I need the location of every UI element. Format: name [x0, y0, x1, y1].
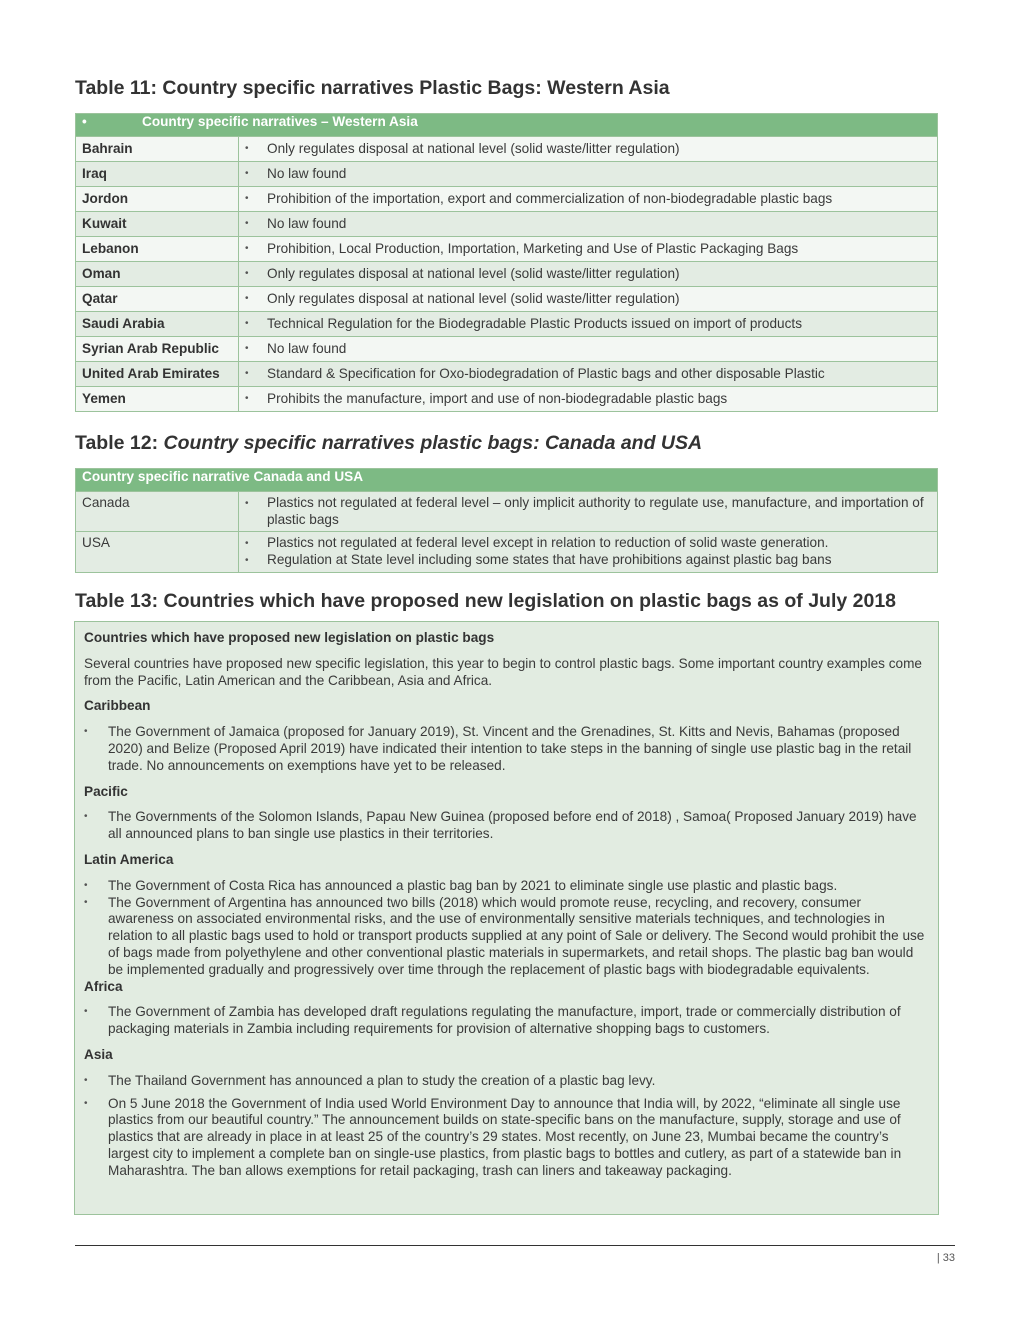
narrative-cell — [239, 362, 938, 387]
table-row — [76, 262, 938, 287]
bullet-icon: • — [84, 811, 88, 823]
bullet-icon: • — [84, 879, 88, 891]
caribbean-list — [84, 724, 930, 774]
list-item: • The Governments of the Solomon Islands, Papau New Guinea (proposed before end of 2018) , Samoa( Proposed January 2019) have all announced plans to ban single use plastics in their territories. — [84, 809, 917, 842]
country-cell: Iraq — [76, 162, 239, 187]
table11 — [75, 113, 938, 412]
narrative-text: Only regulates disposal at national level (solid waste/litter regulation) — [267, 291, 680, 306]
list-item: • The Thailand Government has announced a plan to study the creation of a plastic bag levy. — [84, 1072, 656, 1088]
table12-header: Country specific narrative Canada and USA — [76, 469, 938, 492]
country-cell: Saudi Arabia — [76, 312, 239, 337]
bullet-icon: • — [245, 318, 249, 329]
narrative-text: Plastics not regulated at federal level – only implicit authority to regulate use, manufacture, and importation of plastic bags — [267, 495, 924, 527]
country-cell: Canada — [76, 492, 239, 532]
table11-header-row — [76, 114, 938, 137]
table13-box-title: Countries which have proposed new legislation on plastic bags — [84, 630, 495, 645]
narrative-cell — [239, 262, 938, 287]
narrative-cell — [239, 212, 938, 237]
table11-header-label: Country specific narratives – Western Asia — [142, 114, 418, 129]
country-cell: Qatar — [76, 287, 239, 312]
country-cell: Oman — [76, 262, 239, 287]
narrative-cell — [239, 312, 938, 337]
caribbean-heading: Caribbean — [84, 698, 151, 714]
bullet-icon: • — [245, 243, 249, 254]
table13-box — [74, 621, 939, 1215]
bullet-icon: • — [245, 218, 249, 229]
bullet-icon: • — [84, 1006, 88, 1018]
narrative-text: Prohibition, Local Production, Importation, Marketing and Use of Plastic Packaging Bags — [267, 241, 799, 256]
table-row — [76, 362, 938, 387]
bullet-icon: • — [84, 896, 88, 908]
bullet-icon: • — [245, 498, 249, 509]
country-cell: Yemen — [76, 387, 239, 412]
bullet-icon: • — [245, 193, 249, 204]
bullet-icon: • — [245, 368, 249, 379]
narrative-text: Standard & Specification for Oxo-biodegradation of Plastic bags and other disposable Plastic — [267, 366, 825, 381]
narrative-cell — [239, 162, 938, 187]
table-row — [76, 287, 938, 312]
table-row — [76, 337, 938, 362]
table-row — [76, 212, 938, 237]
table-row — [76, 532, 938, 573]
list-item: • The Government of Costa Rica has announced a plastic bag ban by 2021 to eliminate single use plastic and plastic bags. — [84, 877, 838, 893]
table12-title — [75, 432, 702, 455]
list-item: • The Government of Jamaica (proposed for January 2019), St. Vincent and the Grenadines, St. Kitts and Nevis, Bahamas (proposed 2020) and Belize (Proposed April 2019) have indicated their intention to take steps in the banning of single use plastic bag in the retail trade. No announcements on exemptions have yet to be released. — [84, 724, 912, 773]
pacific-heading: Pacific — [84, 783, 128, 799]
table13-title: Table 13: Countries which have proposed new legislation on plastic bags as of July 2018 — [75, 590, 897, 612]
africa-heading: Africa — [84, 978, 123, 994]
bullet-icon: • — [84, 726, 88, 738]
pacific-list — [84, 809, 930, 843]
africa-list — [84, 1004, 930, 1038]
list-item: • On 5 June 2018 the Government of India used World Environment Day to announce that India will, by 2022, “eliminate all single use plastics from our beautiful country.” The announcement builds on state-specific bans on the manufacture, supply, storage and use of plastics that are already in place in at least 25 of the country’s 29 states. Most recently, on June 23, Mumbai became the country’s largest city to implement a complete ban on single-use plastics, from plastic bags to bottles and cutlery, as part of a statewide ban in Maharashtra. The ban allows exemptions for retail packaging, trash can liners and takeaway packaging. — [84, 1095, 902, 1178]
narrative-cell — [239, 492, 938, 532]
country-cell: Lebanon — [76, 237, 239, 262]
table-row — [76, 237, 938, 262]
narrative-cell — [239, 532, 938, 573]
narrative-cell — [239, 337, 938, 362]
narrative-text: Only regulates disposal at national level (solid waste/litter regulation) — [267, 141, 680, 156]
bullet-icon: • — [245, 538, 249, 549]
bullet-icon: • — [245, 143, 249, 154]
narrative-cell — [239, 287, 938, 312]
narrative-text: Plastics not regulated at federal level except in relation to reduction of solid waste generation. — [267, 535, 829, 550]
table-row — [76, 387, 938, 412]
bullet-icon: • — [245, 393, 249, 404]
table12 — [75, 468, 938, 573]
country-cell: Bahrain — [76, 137, 239, 162]
table12-title-prefix: Table 12: — [75, 432, 164, 454]
narrative-text: No law found — [267, 166, 347, 181]
country-cell: USA — [76, 532, 239, 573]
table-row — [76, 312, 938, 337]
country-cell: Jordon — [76, 187, 239, 212]
list-item: • The Government of Argentina has announced two bills (2018) which would promote reuse, recycling, and recovery, consumer awareness on associated environmental risks, and the use of environmentally sensitive materials techniques, and technologies in relation to all plastic bags used to hold or transport products supplied at any point of Sale or delivery. The Second would prohibit the use of bags made from polyethylene and other conventional plastic materials in supermarkets, and retail shops. The plastic bag ban would be implemented gradually and progressively over time through the replacement of plastic bags with biodegradable equivalents. — [84, 894, 925, 977]
table13-intro: Several countries have proposed new specific legislation, this year to begin to control plastic bags. Some important country examples come from the Pacific, Latin American and the Caribbean, Asia and Africa. — [84, 655, 922, 688]
bullet-icon: • — [84, 1074, 88, 1086]
country-cell: Kuwait — [76, 212, 239, 237]
footer-rule — [75, 1245, 955, 1246]
table-row — [76, 187, 938, 212]
table11-header — [76, 114, 938, 137]
table-row — [76, 162, 938, 187]
narrative-text: Regulation at State level including some states that have prohibitions against plastic bag bans — [267, 552, 832, 567]
latin-america-heading: Latin America — [84, 851, 174, 867]
narrative-cell — [239, 237, 938, 262]
narrative-cell — [239, 137, 938, 162]
table-row — [76, 137, 938, 162]
narrative-text: No law found — [267, 216, 347, 231]
bullet-icon: • — [245, 268, 249, 279]
narrative-cell — [239, 387, 938, 412]
bullet-icon: • — [245, 168, 249, 179]
table11-header-bullet: • — [82, 114, 87, 129]
page-number: | 33 — [936, 1252, 955, 1264]
bullet-icon: • — [84, 1097, 88, 1109]
table11-title: Table 11: Country specific narratives Plastic Bags: Western Asia — [75, 77, 670, 99]
latin-america-list — [84, 878, 930, 979]
asia-list — [84, 1073, 930, 1180]
country-cell: Syrian Arab Republic — [76, 337, 239, 362]
list-item: • The Government of Zambia has developed draft regulations regulating the manufacture, import, trade or commercially distribution of packaging materials in Zambia including requirements for provision of alternative shopping bags to customers. — [84, 1004, 901, 1037]
table12-header-row — [76, 469, 938, 492]
asia-heading: Asia — [84, 1046, 113, 1062]
table12-title-italic: Country specific narratives plastic bags: Canada and USA — [163, 432, 703, 454]
narrative-text: Prohibition of the importation, export and commercialization of non-biodegradable plastic bags — [267, 191, 833, 206]
narrative-text: Only regulates disposal at national level (solid waste/litter regulation) — [267, 266, 680, 281]
bullet-icon: • — [245, 343, 249, 354]
table-row — [76, 492, 938, 532]
narrative-cell — [239, 187, 938, 212]
narrative-text: Technical Regulation for the Biodegradable Plastic Products issued on import of products — [267, 316, 802, 331]
bullet-icon: • — [245, 555, 249, 566]
narrative-text: No law found — [267, 341, 347, 356]
country-cell: United Arab Emirates — [76, 362, 239, 387]
narrative-text: Prohibits the manufacture, import and use of non-biodegradable plastic bags — [267, 391, 728, 406]
bullet-icon: • — [245, 293, 249, 304]
